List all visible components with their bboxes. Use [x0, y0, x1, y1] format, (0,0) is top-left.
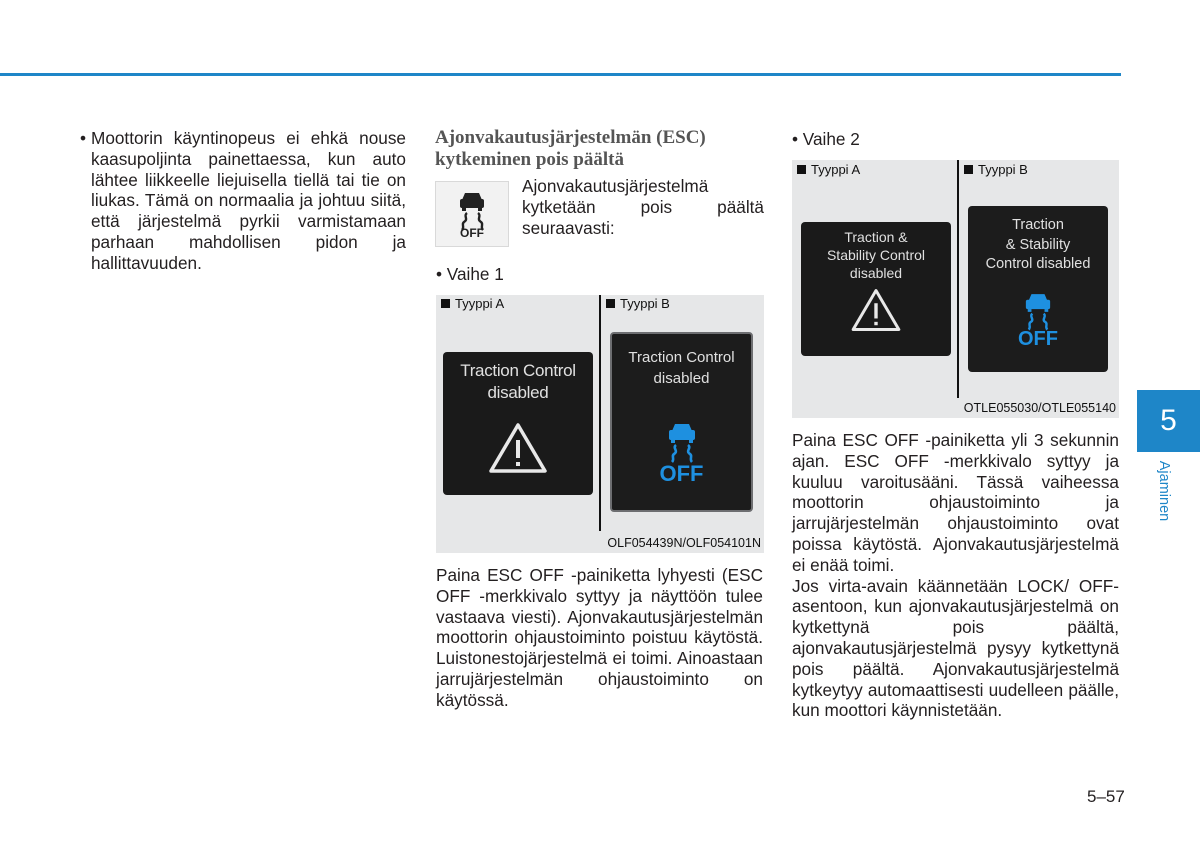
warning-triangle-icon: [488, 422, 548, 474]
panel-off-label: OFF: [1018, 328, 1058, 350]
icon-description: Ajonvakautusjärjestelmä kytketään pois päältä seuraavasti:: [522, 176, 764, 238]
display-panel-type-a: [801, 222, 951, 356]
step1-label: • Vaihe 1: [436, 264, 504, 284]
left-paragraph-text: Moottorin käyntinopeus ei ehkä nouse kaasupoljinta painettaessa, kun auto lähtee liikkeelle liejuisella tiellä tai tie on liukas. Tämä on normaalia ja johtuu siitä, että järjestelmä pyrkii varmistamaan parhaan mahdollisen pidon ja hallittavuuden.: [91, 128, 406, 273]
section-heading: [435, 127, 765, 170]
figure-step2: [792, 160, 1119, 418]
figure-code: OLF054439N/OLF054101N: [607, 536, 761, 550]
step1-paragraph: Paina ESC OFF -painiketta lyhyesti (ESC OFF -merkkivalo syttyy ja näyttöön tulee vastaava viesti). Ajonvakautusjärjestelmän moottorin ohjaustoiminto poistuu käytöstä. Luistonestojärjestelmä ei toimi. Ainoastaan jarrujärjestelmän ohjaustoiminto on käytössä.: [436, 565, 763, 710]
section-heading-line1: Ajonvakautusjärjestelmän (ESC): [435, 127, 706, 148]
type-b-label: Tyyppi B: [606, 296, 670, 311]
panel-off-label: OFF: [659, 461, 704, 486]
step2-label: • Vaihe 2: [792, 129, 860, 149]
step2-paragraph2: Jos virta-avain käännetään LOCK/ OFF-asentoon, kun ajonvakautusjärjestelmä on kytkettynä pois päältä, ajonvakautusjärjestelmä pysyy kytkettynä pois päältä. Ajonvakautusjärjestelmä kytkeytyy automaattisesti uudelleen päälle, kun moottori käynnistetään.: [792, 575, 1119, 721]
figure-code: OTLE055030/OTLE055140: [963, 401, 1116, 415]
figure-step1: [436, 295, 764, 553]
section-heading-line2: kytkeminen pois päältä: [435, 148, 624, 170]
header-rule: [0, 73, 1121, 76]
esc-off-label: OFF: [460, 226, 484, 240]
panel-text: Traction & Stability Control disabled: [826, 229, 926, 281]
panel-text: Traction Control disabled: [628, 349, 735, 387]
esc-off-icon: [652, 419, 712, 463]
figure-divider: [599, 295, 601, 531]
chapter-tab: 5: [1137, 390, 1200, 452]
panel-text: Traction & Stability Control disabled: [985, 217, 1091, 272]
chapter-label: Ajaminen: [1156, 460, 1172, 522]
page-number: 5–57: [1087, 787, 1125, 806]
type-a-label: Tyyppi A: [441, 296, 504, 311]
panel-text: Traction Control disabled: [460, 361, 576, 402]
bullet-marker: •: [80, 128, 87, 148]
type-b-label: Tyyppi B: [964, 162, 1028, 177]
figure-divider: [957, 160, 959, 398]
step2-paragraph1: Paina ESC OFF -painiketta yli 3 sekunnin ajan. ESC OFF -merkkivalo syttyy ja kuuluu varoitusääni. Tässä vaiheessa moottorin ohjaustoiminto ja jarrujärjestelmän ohjaustoiminto ovat poissa käytöstä. Ajonvakautusjärjestelmä ei enää toimi.: [792, 430, 1119, 575]
display-panel-type-b: [968, 206, 1108, 372]
esc-off-icon: [1010, 289, 1066, 331]
left-bullet-paragraph: [80, 128, 406, 274]
esc-off-icon: [435, 181, 509, 247]
warning-triangle-icon: [850, 288, 902, 332]
step2-text: [792, 430, 1119, 721]
display-panel-type-a: [443, 352, 593, 495]
type-a-label: Tyyppi A: [797, 162, 860, 177]
display-panel-type-b: [610, 332, 753, 512]
